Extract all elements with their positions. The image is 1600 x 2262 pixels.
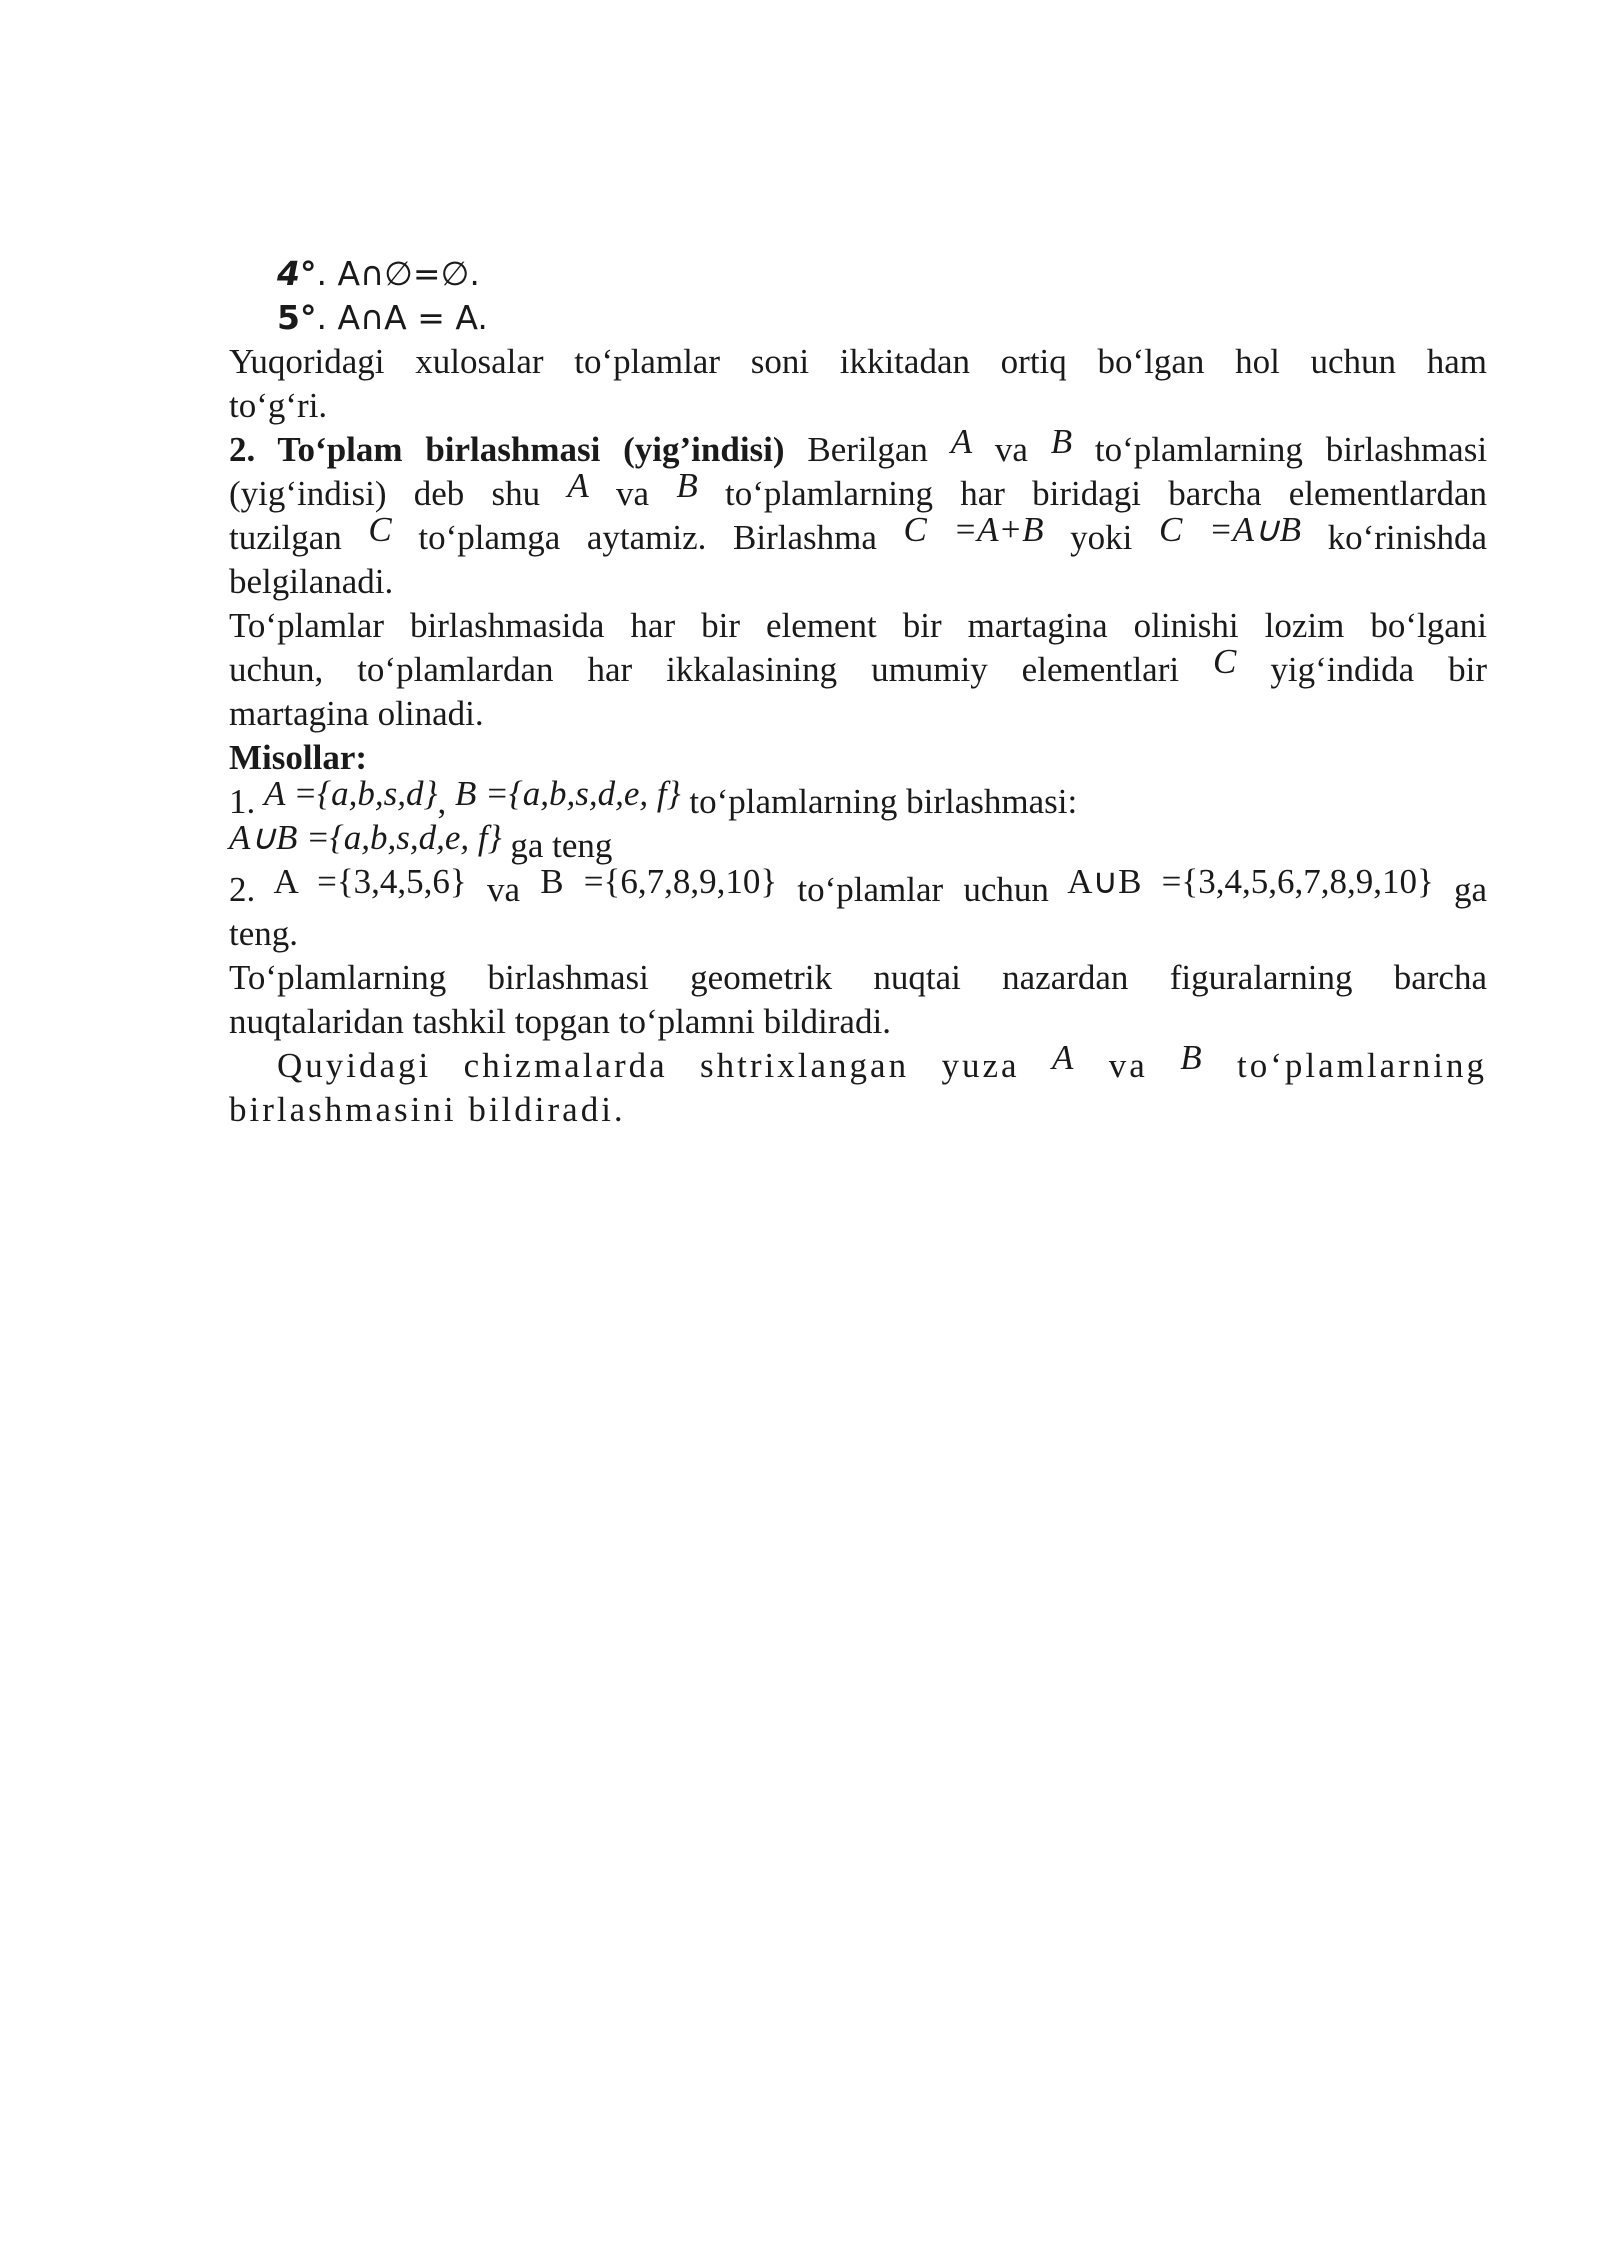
union-formula-plus: C =A+B bbox=[903, 510, 1044, 549]
example-number: 1. bbox=[229, 782, 256, 821]
set-b-symbol: B bbox=[1050, 422, 1073, 461]
set-c-symbol: C bbox=[368, 510, 392, 549]
text-span: to‘plamlar uchun bbox=[797, 870, 1049, 909]
paragraph-line: birlashmasini bildiradi. bbox=[229, 1090, 626, 1129]
text-span: tuzilgan bbox=[229, 518, 342, 557]
text-span: ko‘rinishda bbox=[1327, 518, 1487, 557]
document-page bbox=[229, 252, 1487, 1132]
property-5-number: 5° bbox=[277, 298, 317, 337]
paragraph-line: To‘plamlar birlashmasida har bir element bir martagina olinishi lozim bo‘lgani bbox=[229, 606, 1487, 645]
property-5 bbox=[229, 296, 1487, 340]
set-b-definition: B ={6,7,8,9,10} bbox=[540, 862, 778, 901]
text-span: to‘plamlarning har biridagi barcha elementlardan bbox=[724, 474, 1487, 513]
property-4-number: 4° bbox=[277, 254, 317, 293]
text-span: ga bbox=[1454, 870, 1488, 909]
property-4 bbox=[229, 252, 1487, 296]
paragraph-line: nuqtalaridan tashkil topgan to‘plamni bildiradi. bbox=[229, 1002, 891, 1041]
property-4-formula: . A∩∅=∅. bbox=[316, 254, 480, 293]
set-a-definition: A ={a,b,s,d} bbox=[264, 774, 438, 813]
text-span: uchun, to‘plamlardan har ikkalasining umumiy elementlari bbox=[229, 650, 1180, 689]
text-span: va bbox=[994, 430, 1028, 469]
paragraph-line: belgilanadi. bbox=[229, 562, 394, 601]
text-span: (yig‘indisi) deb shu bbox=[229, 474, 541, 513]
paragraph-line: teng. bbox=[229, 914, 299, 953]
union-definition-line-1 bbox=[229, 422, 1488, 472]
text-span: , bbox=[437, 782, 447, 821]
set-a-definition: A ={3,4,5,6} bbox=[273, 862, 467, 901]
text-span: va bbox=[486, 870, 520, 909]
drawing-intro-line bbox=[229, 1038, 1488, 1088]
text-span: to‘plamlarning birlashmasi bbox=[1094, 430, 1488, 469]
examples-heading: Misollar: bbox=[229, 738, 368, 777]
text-span: Berilgan bbox=[807, 430, 928, 469]
text-span: to‘plamga aytamiz. Birlashma bbox=[418, 518, 877, 557]
text-span: yoki bbox=[1070, 518, 1133, 557]
paragraph-line: To‘plamlarning birlashmasi geometrik nuqtai nazardan figuralarning barcha bbox=[229, 958, 1487, 997]
union-result: A∪B ={a,b,s,d,e, f} bbox=[229, 818, 502, 857]
set-a-symbol: A bbox=[567, 466, 589, 505]
set-a-symbol: A bbox=[950, 422, 973, 461]
paragraph-line: to‘g‘ri. bbox=[229, 386, 328, 425]
set-a-symbol: A bbox=[1051, 1038, 1077, 1077]
section-heading: 2. To‘plam birlashmasi (yig’indisi) bbox=[229, 430, 785, 469]
set-c-symbol: C bbox=[1213, 642, 1237, 681]
union-formula-cup: C =A∪B bbox=[1158, 510, 1301, 549]
set-b-symbol: B bbox=[676, 466, 698, 505]
text-span: va bbox=[616, 474, 650, 513]
text-span: Quyidagi chizmalarda shtrixlangan yuza bbox=[277, 1046, 1020, 1085]
text-span: yig‘indida bir bbox=[1270, 650, 1488, 689]
text-span: va bbox=[1108, 1046, 1148, 1085]
example-number: 2. bbox=[229, 870, 256, 909]
example-2 bbox=[229, 862, 1488, 912]
union-definition-line-3 bbox=[229, 510, 1487, 560]
text-span: to‘plamlarning birlashmasi: bbox=[689, 782, 1078, 821]
paragraph-line bbox=[229, 642, 1488, 692]
property-5-formula: . A∩A = A. bbox=[316, 298, 488, 337]
paragraph-line: Yuqoridagi xulosalar to‘plamlar soni ikkitadan ortiq bo‘lgan hol uchun ham bbox=[229, 342, 1487, 381]
text-span: to‘plamlarning bbox=[1237, 1046, 1488, 1085]
set-b-symbol: B bbox=[1180, 1038, 1205, 1077]
set-b-definition: B ={a,b,s,d,e, f} bbox=[454, 774, 681, 813]
text-span: ga teng bbox=[510, 826, 613, 865]
paragraph-line: martagina olinadi. bbox=[229, 694, 484, 733]
union-result: A∪B ={3,4,5,6,7,8,9,10} bbox=[1067, 862, 1434, 901]
